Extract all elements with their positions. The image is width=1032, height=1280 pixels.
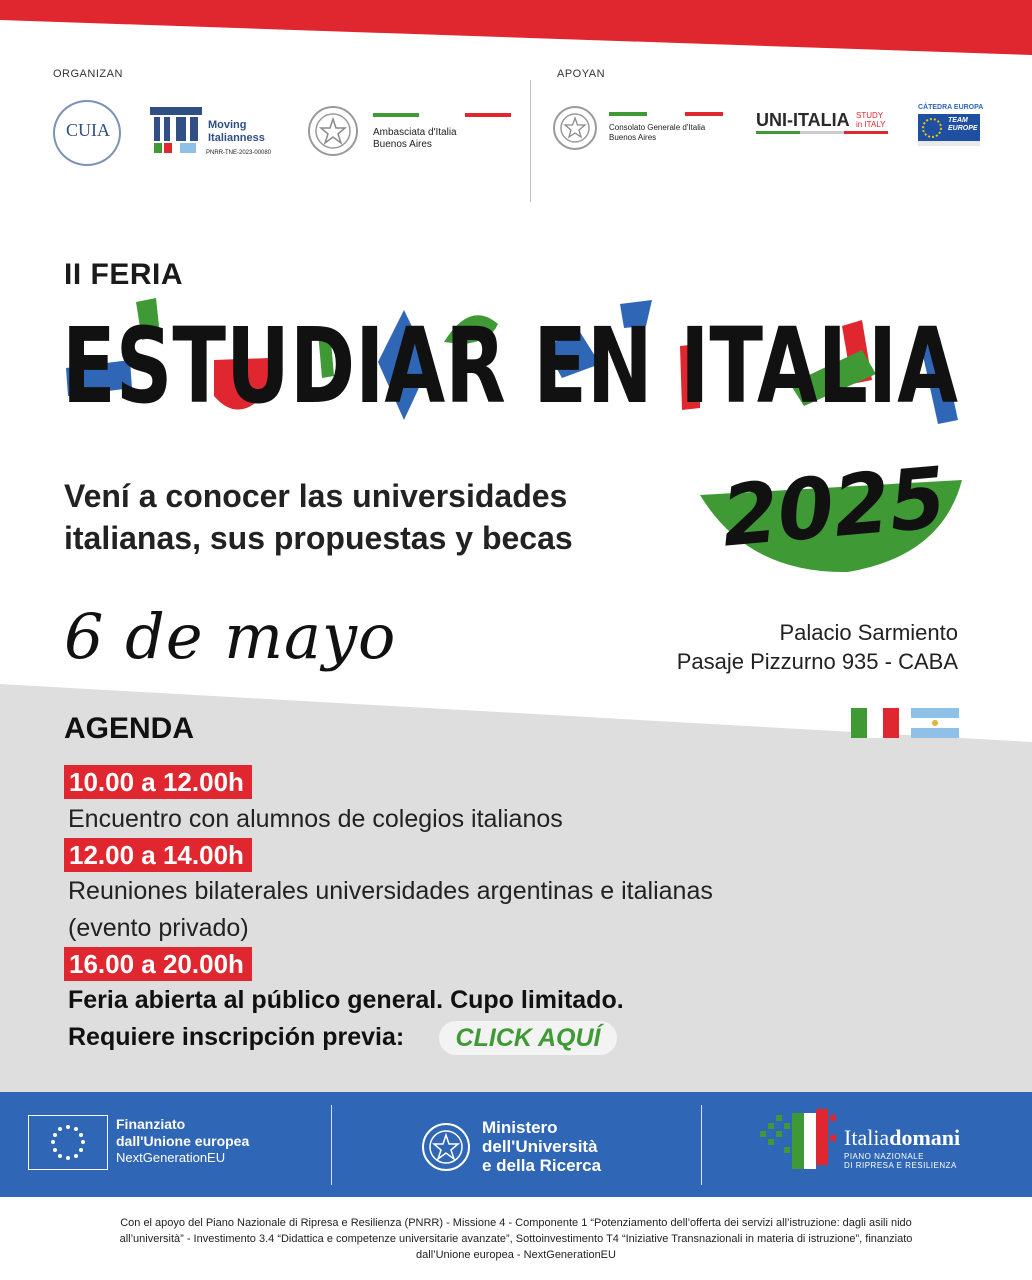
catedra-line2: TEAM <box>948 117 968 124</box>
agenda-slot-1-time: 10.00 a 12.00h <box>64 765 252 799</box>
moving-line1: Moving <box>208 119 247 131</box>
tagline-line2: italianas, sus propuestas y becas <box>64 520 573 556</box>
catedra-line1: CÁTEDRA EUROPA <box>918 104 984 111</box>
consulate-line2: Buenos Aires <box>609 132 657 142</box>
agenda-slot-2-note: (evento privado) <box>68 914 249 942</box>
agenda-slot-2-time: 12.00 a 14.00h <box>64 838 252 872</box>
italiadomani-brand <box>844 1125 960 1151</box>
uni-italia-text: UNI-ITALIA <box>756 110 850 130</box>
eu-line1: Finanziato <box>116 1116 186 1132</box>
catedra-europa-logo <box>918 104 984 146</box>
mur-text <box>482 1118 601 1175</box>
moving-italianness-icon <box>150 107 202 155</box>
moving-italianness-logo <box>150 107 290 161</box>
agenda-slot-3-desc: Feria abierta al público general. Cupo limitado. <box>68 986 624 1014</box>
italiadomani-brand-a: Italia <box>844 1125 890 1150</box>
apoyan-label: APOYAN <box>557 68 606 80</box>
flags <box>851 708 959 738</box>
argentina-flag-icon <box>911 708 959 738</box>
venue-line1: Palacio Sarmiento <box>779 620 958 645</box>
uni-italia-logo <box>756 110 892 136</box>
consulate-line1: Consolato Generale d'Italia <box>609 123 706 132</box>
cuia-logo-text: CUIA <box>66 120 110 140</box>
italiadomani-brand-b: domani <box>889 1125 961 1150</box>
italiadomani-sub <box>844 1152 957 1170</box>
moving-code: PNRR-TNE-2023-00080 <box>206 150 272 156</box>
mur-emblem-icon <box>420 1119 472 1175</box>
consulate-logo <box>552 103 732 155</box>
uni-italia-sub2: in ITALY <box>856 120 886 129</box>
click-aqui-button[interactable]: CLICK AQUÍ <box>439 1021 617 1055</box>
event-venue <box>677 618 958 676</box>
eu-line3: NextGenerationEU <box>116 1149 226 1165</box>
mur-line3: e della Ricerca <box>482 1156 602 1175</box>
agenda-slot-1-desc: Encuentro con alumnos de colegios italianos <box>68 805 563 833</box>
catedra-line4: ARGENTINA <box>946 135 976 141</box>
italiadomani-sub2: DI RIPRESA E RESILIENZA <box>844 1161 957 1170</box>
hero-tagline <box>64 475 684 559</box>
embassy-logo <box>307 103 517 161</box>
mur-line1: Ministero <box>482 1118 558 1137</box>
agenda-slot-2-desc: Reuniones bilaterales universidades argentinas e italianas <box>68 877 713 905</box>
eu-line2: dall'Unione europea <box>116 1132 250 1149</box>
catedra-line3: EUROPE <box>948 125 978 133</box>
italian-emblem-icon <box>552 103 598 153</box>
italian-emblem-icon <box>307 103 359 159</box>
feria-edition: II FERIA <box>64 258 184 291</box>
venue-line2: Pasaje Pizzurno 935 - CABA <box>676 649 958 674</box>
embassy-line1: Ambasciata d'Italia <box>373 127 457 138</box>
eu-flag-icon <box>28 1115 108 1170</box>
legal-footnote: Con el apoyo del Piano Nazionale di Ripresa e Resilienza (PNRR) - Missione 4 - Componente 1 “Potenziamento dell’offerta dei servizi all’istruzione: dagli asili nido all’università” - Investimento 3.4 “Didattica e competenze universitarie avanzate”, Sottoinvestimento T4 “Iniziative Transnazionali in materia di istruzione”, finanziato dall’Unione europea - NextGenerationEU <box>119 1217 913 1261</box>
agenda-slot-3-time: 16.00 a 20.00h <box>64 947 252 981</box>
moving-line2: Italianness <box>208 132 265 145</box>
italiadomani-icon <box>760 1105 838 1171</box>
italian-tricolor-line <box>373 113 511 117</box>
hero-title: ESTUDIAR EN ITALIA <box>62 305 959 427</box>
italiadomani-sub1: PIANO NAZIONALE <box>844 1152 924 1161</box>
logo-divider <box>530 80 531 202</box>
tagline-line1: Vení a conocer las universidades <box>64 478 568 514</box>
footer-divider <box>701 1105 702 1185</box>
embassy-line2: Buenos Aires <box>373 139 432 150</box>
hero-year: 2025 <box>717 447 960 566</box>
italian-tricolor-line <box>609 112 723 116</box>
agenda-title: AGENDA <box>64 712 195 745</box>
eu-funding-text <box>116 1116 249 1165</box>
event-date: 6 de mayo <box>64 600 397 673</box>
uni-italia-underline <box>756 131 888 134</box>
mur-line2: dell'Università <box>482 1137 598 1156</box>
footer-divider <box>331 1105 332 1185</box>
cuia-logo <box>53 100 123 166</box>
italy-flag-icon <box>851 708 899 738</box>
organizan-label: ORGANIZAN <box>53 68 123 80</box>
agenda-slot-3-note: Requiere inscripción previa: <box>68 1023 405 1051</box>
uni-italia-sub1: STUDY <box>856 111 884 120</box>
